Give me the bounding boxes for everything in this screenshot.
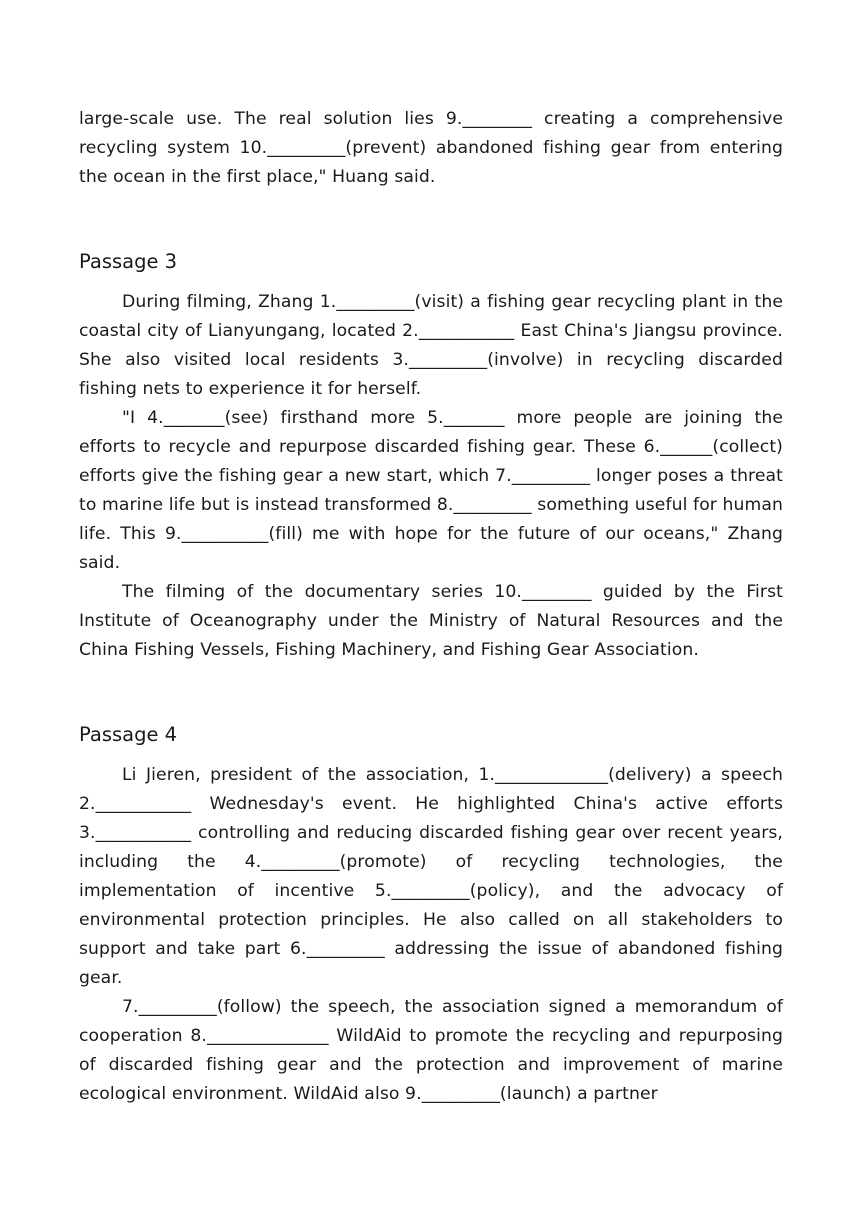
passage-3-paragraph-1: During filming, Zhang 1._________(visit) a fishing gear recycling plant in the coastal city of Lianyungang, located 2.___________ East China's Jiangsu province. She also visited local residents 3._________(involve) in recycling discarded fishing nets to experience it for herself. [79,292,783,399]
passage-4-title: Passage 4 [79,723,178,746]
document-page [79,105,783,1109]
passage-2-ending-paragraph: large-scale use. The real solution lies 9.________ creating a comprehensive recycling system 10._________(prevent) abandoned fishing gear from entering the ocean in the first place," Huang said. [79,109,783,187]
passage-4-paragraph-2: 7._________(follow) the speech, the association signed a memorandum of cooperation 8.______________ WildAid to promote the recycling and repurposing of discarded fishing gear and the protection and improvement of marine ecological environment. WildAid also 9._________(launch) a partner [79,997,783,1104]
passage-3-title: Passage 3 [79,250,178,273]
passage-3-paragraph-2: "I 4._______(see) firsthand more 5._______ more people are joining the efforts to recycle and repurpose discarded fishing gear. These 6.______(collect) efforts give the fishing gear a new start, which 7._________ longer poses a threat to marine life but is instead transformed 8._________ something useful for human life. This 9.__________(fill) me with hope for the future of our oceans," Zhang said. [79,408,783,573]
passage-4-paragraph-1: Li Jieren, president of the association, 1._____________(delivery) a speech 2.___________ Wednesday's event. He highlighted China's active efforts 3.___________ controlling and reducing discarded fishing gear over recent years, including the 4._________(promote) of recycling technologies, the implementation of incentive 5._________(policy), and the advocacy of environmental protection principles. He also called on all stakeholders to support and take part 6._________ addressing the issue of abandoned fishing gear. [79,765,783,988]
passage-3-paragraph-3: The filming of the documentary series 10.________ guided by the First Institute of Oceanography under the Ministry of Natural Resources and the China Fishing Vessels, Fishing Machinery, and Fishing Gear Association. [79,582,783,660]
